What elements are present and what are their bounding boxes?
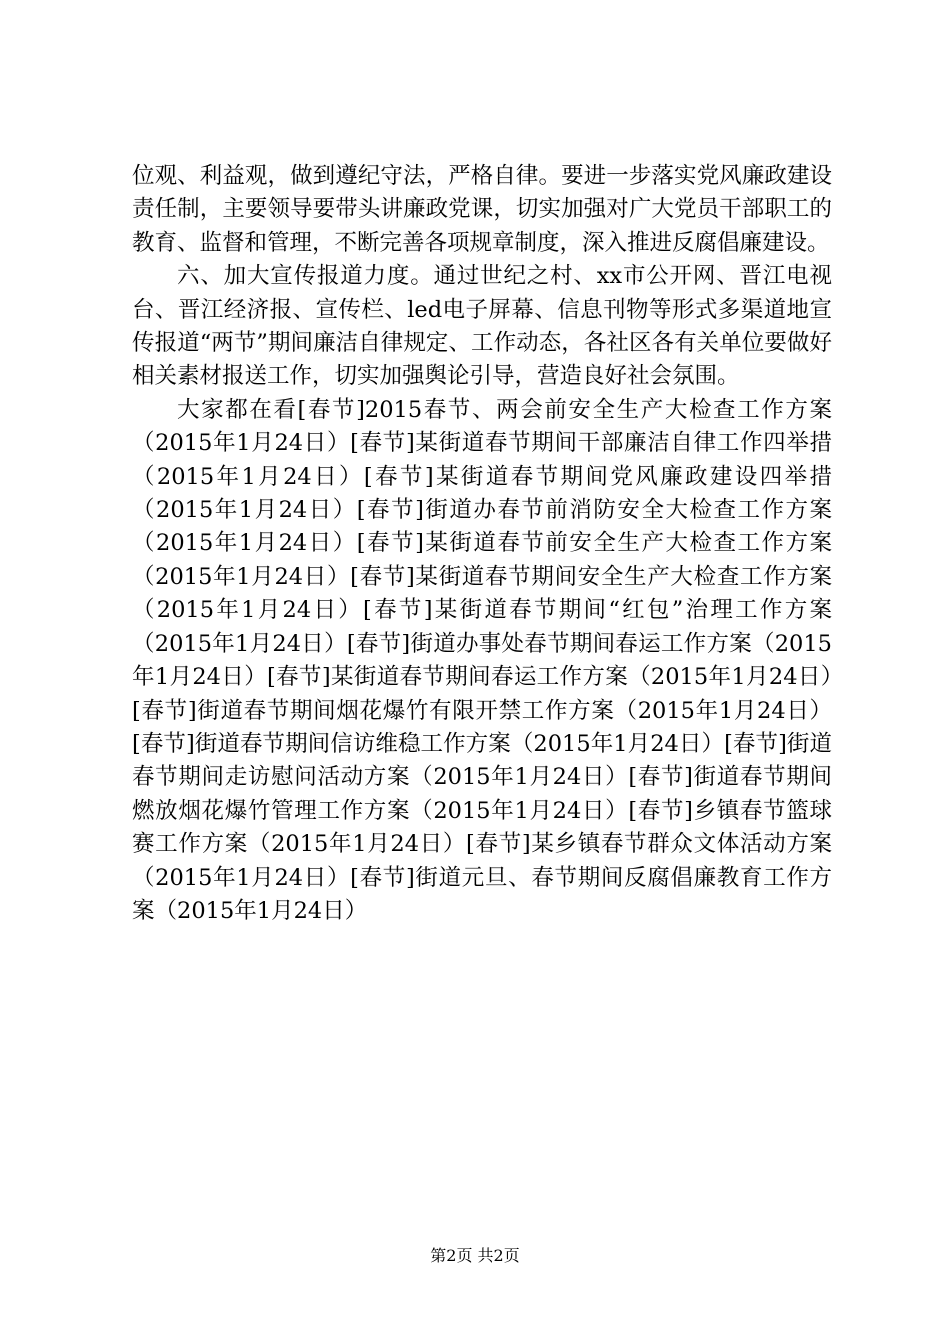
paragraph-3: 大家都在看[春节]2015春节、两会前安全生产大检查工作方案（2015年1月24日）[春节]某街道春节期间干部廉洁自律工作四举措（2015年1月24日）[春节]某街道春节期间党风廉政建设四举措（2015年1月24日）[春节]街道办春节前消防安全大检查工作方案（2015年1月24日）[春节]某街道春节前安全生产大检查工作方案（2015年1月24日）[春节]某街道春节期间安全生产大检查工作方案（2015年1月24日）[春节]某街道春节期间“红包”治理工作方案（2015年1月24日）[春节]街道办事处春节期间春运工作方案（2015年1月24日）[春节]某街道春节期间春运工作方案（2015年1月24日）[春节]街道春节期间烟花爆竹有限开禁工作方案（2015年1月24日）[春节]街道春节期间信访维稳工作方案（2015年1月24日）[春节]街道春节期间走访慰问活动方案（2015年1月24日）[春节]街道春节期间燃放烟花爆竹管理工作方案（2015年1月24日）[春节]乡镇春节篮球赛工作方案（2015年1月24日）[春节]某乡镇春节群众文体活动方案（2015年1月24日）[春节]街道元旦、春节期间反腐倡廉教育工作方案（2015年1月24日）	[132, 396, 832, 924]
page-footer: 第2页 共2页	[430, 1246, 520, 1265]
body-text	[132, 160, 832, 928]
paragraph-1: 位观、利益观，做到遵纪守法，严格自律。要进一步落实党风廉政建设责任制，主要领导要带头讲廉政党课，切实加强对广大党员干部职工的教育、监督和管理，不断完善各项规章制度，深入推进反腐倡廉建设。	[132, 163, 832, 256]
paragraph-2: 六、加大宣传报道力度。通过世纪之村、xx市公开网、晋江电视台、晋江经济报、宣传栏、led电子屏幕、信息刊物等形式多渠道地宣传报道“两节”期间廉洁自律规定、工作动态，各社区各有关单位要做好相关素材报送工作，切实加强舆论引导，营造良好社会氛围。	[132, 263, 832, 390]
